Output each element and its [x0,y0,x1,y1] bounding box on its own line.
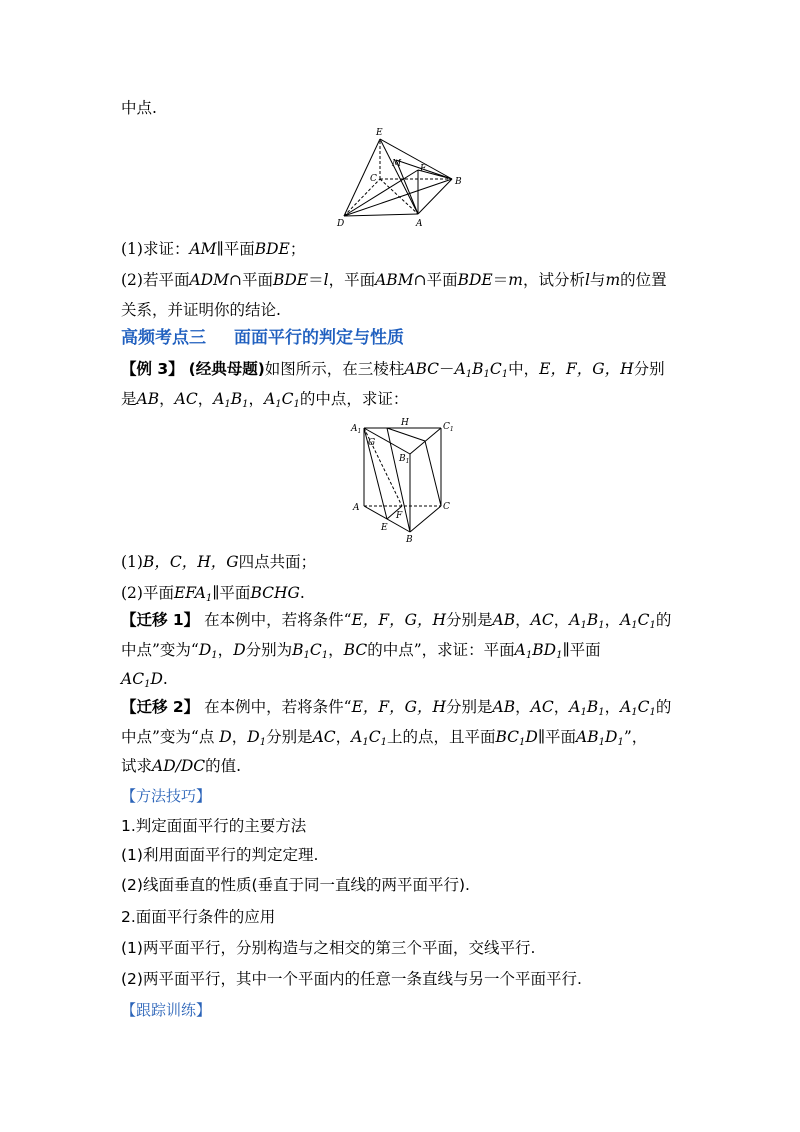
example-3-line-2: 是AB，AC，$A_1B_1$，$A_1C_1$的中点，求证： [121,390,409,410]
fig2-label-b1: $B_1$ [399,454,410,465]
fig1-label-b: B [455,177,462,187]
fig1-label-c: C [370,174,377,184]
method-2-1: (1)两平面平行，分别构造与之相交的第三个平面，交线平行. [121,939,536,957]
method-1-1: (1)利用面面平行的判定定理. [121,846,319,864]
fig2-label-f: F [396,511,403,521]
fig1-label-e: E [376,128,383,138]
method-1-2: (2)线面垂直的性质(垂直于同一直线的两平面平行). [121,876,470,894]
question-1: (1)求证：AM∥平面BDE； [121,240,306,258]
fig2-label-g: G [368,438,376,448]
migration-2-line-3: 试求AD/DC的值. [121,757,242,775]
question-2-line-1: (2)若平面ADM∩平面BDE＝l，平面ABM∩平面BDE＝m，试分析l与m的位置 [121,271,667,289]
example-3-line-1: 【例 3】 (经典母题)如图所示，在三棱柱$ABC-A_1B_1C_1$中，E，F，G，H分别 [121,360,665,380]
migration-2-line-2: 中点”变为“点 D，$D_1$分别是AC，$A_1C_1$上的点，且平面$BC_1D\parallel$平面$AB_1D_1$”， [121,728,648,748]
migration-1-line-1: 【迁移 1】 在本例中，若将条件“E，F，G，H分别是AB，AC，$A_1B_1$，$A_1C_1$的 [121,611,672,631]
fig2-label-c1: $C_1$ [443,422,454,433]
method-2-2: (2)两平面平行，其中一个平面内的任意一条直线与另一个平面平行. [121,970,582,988]
prism-figure [349,414,457,544]
example-3-question-1: (1)B，C，H，G四点共面； [121,553,317,571]
fig2-label-b: B [406,535,413,544]
migration-1-line-2: 中点”变为“$D_1$，D分别为$B_1C_1$，BC的中点”，求证：平面$A_1BD_1\parallel$平面 [121,641,601,661]
track-tag: 【跟踪训练】 [121,1001,212,1019]
method-1: 1.判定面面平行的主要方法 [121,817,307,835]
fig1-label-m: M [392,159,402,169]
migration-2-line-1: 【迁移 2】 在本例中，若将条件“E，F，G，H分别是AB，AC，$A_1B_1$，$A_1C_1$的 [121,698,672,718]
fig2-label-a: A [353,503,360,513]
fig1-label-f: F [420,164,427,174]
paragraph-top: 中点. [121,99,157,117]
method-2: 2.面面平行条件的应用 [121,908,276,926]
migration-1-line-3: $AC_1D$. [121,670,168,690]
question-2-line-2: 关系，并证明你的结论. [121,301,281,319]
fig1-label-a: A [416,219,423,228]
section-title: 高频考点三 面面平行的判定与性质 [121,328,404,348]
pyramid-figure [336,126,470,228]
method-tag: 【方法技巧】 [121,787,212,805]
fig2-label-a1: $A_1$ [351,424,362,435]
fig2-label-e: E [381,523,388,533]
fig1-label-d: D [337,219,345,228]
fig2-label-c: C [443,502,450,512]
example-3-question-2: (2)平面$EFA_1\parallel$平面BCHG. [121,584,305,604]
fig2-label-h: H [401,418,409,428]
